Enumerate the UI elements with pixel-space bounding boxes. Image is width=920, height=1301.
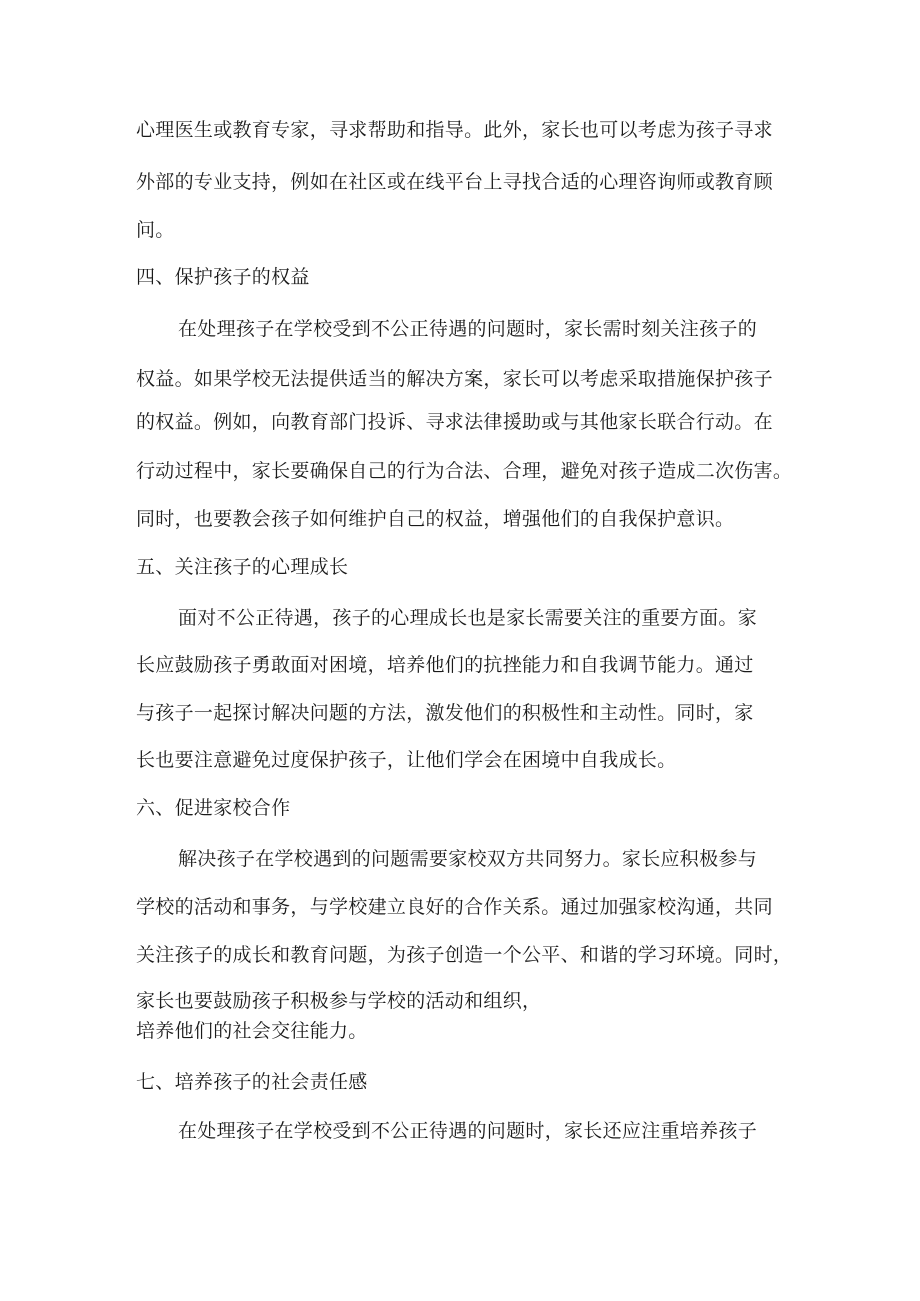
paragraph-line: 长也要注意避免过度保护孩子，让他们学会在困境中自我成长。 xyxy=(136,749,677,771)
paragraph-line: 权益。如果学校无法提供适当的解决方案，家长可以考虑采取措施保护孩子 xyxy=(136,368,773,390)
paragraph-line: 的权益。例如，向教育部门投诉、寻求法律援助或与其他家长联合行动。在 xyxy=(136,411,773,433)
section-heading-5: 五、关注孩子的心理成长 xyxy=(136,556,349,578)
paragraph-line: 关注孩子的成长和教育问题，为孩子创造一个公平、和谐的学习环境。同时， xyxy=(136,944,793,966)
section-heading-7: 七、培养孩子的社会责任感 xyxy=(136,1071,368,1093)
section-heading-4: 四、保护孩子的权益 xyxy=(136,266,310,288)
paragraph-line: 长应鼓励孩子勇敢面对困境，培养他们的抗挫能力和自我调节能力。通过 xyxy=(136,654,754,676)
paragraph-line: 外部的专业支持，例如在社区或在线平台上寻找合适的心理咨询师或教育顾 xyxy=(136,171,773,193)
paragraph-line: 与孩子一起探讨解决问题的方法，激发他们的积极性和主动性。同时，家 xyxy=(136,702,754,724)
paragraph-line: 培养他们的社会交往能力。 xyxy=(136,1020,368,1042)
section-heading-6: 六、促进家校合作 xyxy=(136,797,291,819)
paragraph-line: 在处理孩子在学校受到不公正待遇的问题时，家长还应注重培养孩子 xyxy=(178,1120,758,1142)
paragraph-line: 心理医生或教育专家，寻求帮助和指导。此外，家长也可以考虑为孩子寻求 xyxy=(136,119,773,141)
paragraph-line: 学校的活动和事务，与学校建立良好的合作关系。通过加强家校沟通，共同 xyxy=(136,896,773,918)
paragraph-line: 同时，也要教会孩子如何维护自己的权益，增强他们的自我保护意识。 xyxy=(136,508,735,530)
paragraph-line: 家长也要鼓励孩子积极参与学校的活动和组织， xyxy=(136,990,542,1012)
paragraph-line: 面对不公正待遇，孩子的心理成长也是家长需要关注的重要方面。家 xyxy=(178,607,758,629)
paragraph-line: 在处理孩子在学校受到不公正待遇的问题时，家长需时刻关注孩子的 xyxy=(178,318,758,340)
paragraph-line: 行动过程中，家长要确保自己的行为合法、合理，避免对孩子造成二次伤害。 xyxy=(136,460,793,482)
paragraph-line: 解决孩子在学校遇到的问题需要家校双方共同努力。家长应积极参与 xyxy=(178,848,758,870)
paragraph-line: 问。 xyxy=(136,219,175,241)
